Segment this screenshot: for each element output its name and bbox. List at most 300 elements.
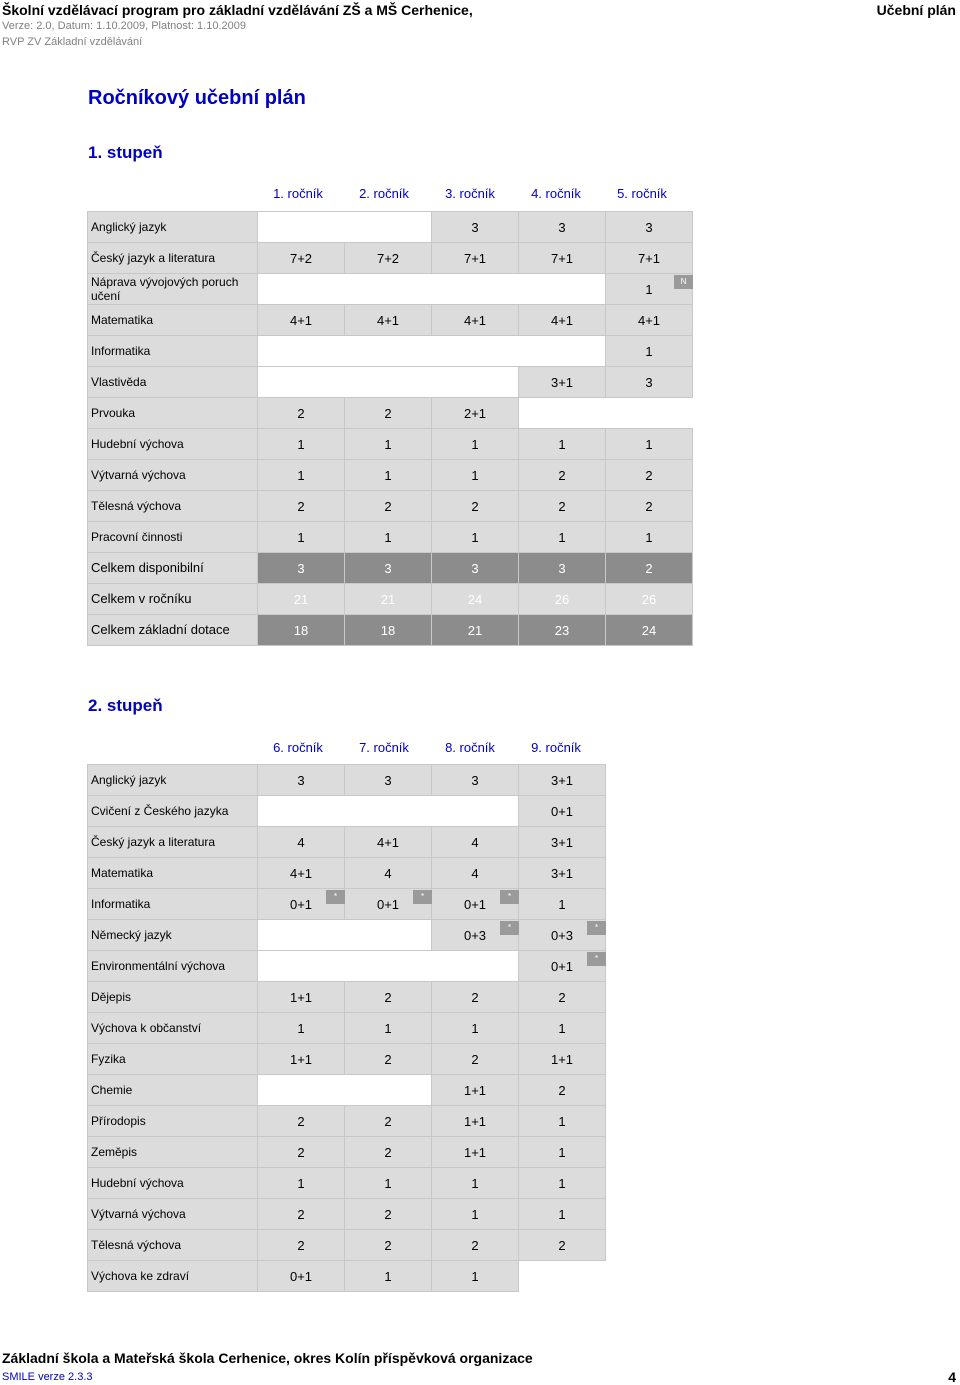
hours-value: 1 — [297, 1175, 305, 1191]
hours-cell — [519, 982, 606, 1013]
note-marker: * — [500, 890, 519, 904]
table-row — [88, 1013, 606, 1044]
totals-row — [88, 615, 693, 646]
hours-value: 2 — [297, 1206, 305, 1222]
subject-label: Pracovní činnosti — [88, 522, 258, 553]
hours-value: 1 — [384, 1268, 392, 1284]
hours-value: 1 — [558, 896, 566, 912]
hours-cell — [606, 274, 693, 305]
totals-value: 21 — [432, 615, 519, 646]
hours-value: 0+1 — [550, 803, 574, 819]
hours-cell — [432, 982, 519, 1013]
hours-value: 1+1 — [463, 1144, 487, 1160]
hours-cell — [345, 243, 432, 274]
note-marker: * — [587, 952, 606, 966]
hours-cell — [606, 429, 693, 460]
table-row — [88, 951, 606, 982]
hours-value: 2 — [471, 989, 479, 1005]
footer-version: SMILE verze 2.3.3 — [2, 1371, 93, 1383]
hours-cell — [519, 889, 606, 920]
hours-cell — [432, 429, 519, 460]
table-row — [88, 336, 693, 367]
hours-value: 0+3 — [550, 927, 574, 943]
column-header: 8. ročník — [445, 740, 495, 755]
hours-cell — [432, 522, 519, 553]
subject-label: Fyzika — [88, 1044, 258, 1075]
hours-cell — [606, 243, 693, 274]
hours-cell — [519, 212, 606, 243]
hours-cell — [606, 491, 693, 522]
hours-value: 1 — [645, 436, 653, 452]
hours-value: 7+1 — [463, 250, 487, 266]
hours-cell — [432, 212, 519, 243]
hours-cell — [606, 212, 693, 243]
subject-label: Český jazyk a literatura — [88, 827, 258, 858]
hours-cell — [345, 305, 432, 336]
hours-value: 2 — [384, 1206, 392, 1222]
table-row — [88, 1168, 606, 1199]
hours-value: 1+1 — [289, 989, 313, 1005]
hours-value: 2 — [645, 467, 653, 483]
hours-cell — [519, 367, 606, 398]
hours-cell — [432, 1075, 519, 1106]
hours-cell — [519, 243, 606, 274]
subject-label: Náprava vývojových poruch učení — [88, 274, 258, 305]
table-row — [88, 522, 693, 553]
table-row — [88, 1137, 606, 1168]
table-row — [88, 1199, 606, 1230]
hours-cell — [258, 1106, 345, 1137]
totals-value: 18 — [345, 615, 432, 646]
hours-cell — [432, 460, 519, 491]
hours-cell — [519, 1075, 606, 1106]
hours-cell — [258, 982, 345, 1013]
hours-value: 1+1 — [463, 1113, 487, 1129]
column-header: 3. ročník — [445, 186, 495, 201]
hours-value: 4 — [471, 865, 479, 881]
hours-cell — [432, 858, 519, 889]
hours-cell — [432, 765, 519, 796]
table-row — [88, 367, 693, 398]
hours-value: 2 — [297, 405, 305, 421]
table-row — [88, 212, 693, 243]
hours-value: 2 — [471, 1237, 479, 1253]
hours-cell — [519, 305, 606, 336]
stage1-title: 1. stupeň — [88, 143, 163, 162]
hours-value: 1 — [645, 529, 653, 545]
hours-value: 1 — [471, 436, 479, 452]
hours-value: 2 — [297, 498, 305, 514]
empty-cell — [258, 1075, 432, 1106]
subject-label: Tělesná výchova — [88, 491, 258, 522]
hours-cell — [258, 429, 345, 460]
hours-cell — [345, 460, 432, 491]
hours-cell — [258, 765, 345, 796]
hours-cell — [345, 858, 432, 889]
subject-label: Přírodopis — [88, 1106, 258, 1137]
column-header: 7. ročník — [359, 740, 409, 755]
hours-cell — [432, 1230, 519, 1261]
table-row — [88, 429, 693, 460]
note-marker: * — [326, 890, 345, 904]
table-row — [88, 1230, 606, 1261]
hours-value: 1+1 — [463, 1082, 487, 1098]
hours-cell — [432, 1013, 519, 1044]
hours-cell — [432, 1137, 519, 1168]
hours-value: 1 — [558, 1113, 566, 1129]
hours-value: 2 — [384, 1144, 392, 1160]
totals-value: 3 — [258, 553, 345, 584]
column-header: 6. ročník — [273, 740, 323, 755]
hours-value: 1 — [471, 1206, 479, 1222]
hours-value: 1 — [471, 1020, 479, 1036]
hours-value: 3 — [645, 374, 653, 390]
hours-value: 4 — [471, 834, 479, 850]
totals-value: 2 — [606, 553, 693, 584]
totals-value: 21 — [345, 584, 432, 615]
note-marker: * — [587, 921, 606, 935]
hours-value: 1 — [558, 529, 566, 545]
table-row — [88, 920, 606, 951]
subject-label: Anglický jazyk — [88, 765, 258, 796]
hours-cell — [258, 460, 345, 491]
hours-cell — [519, 1044, 606, 1075]
hours-value: 1 — [645, 281, 653, 297]
note-marker: * — [500, 921, 519, 935]
hours-cell — [519, 1013, 606, 1044]
hours-cell — [345, 1137, 432, 1168]
hours-value: 4+1 — [463, 312, 487, 328]
hours-value: 0+1 — [463, 896, 487, 912]
hours-value: 1 — [558, 1020, 566, 1036]
subject-label: Matematika — [88, 858, 258, 889]
empty-cell — [519, 398, 693, 429]
hours-cell — [345, 491, 432, 522]
hours-cell — [258, 1199, 345, 1230]
hours-cell — [432, 920, 519, 951]
hours-value: 7+1 — [550, 250, 574, 266]
hours-value: 7+2 — [376, 250, 400, 266]
column-header: 2. ročník — [359, 186, 409, 201]
empty-cell — [258, 920, 432, 951]
subject-label: Informatika — [88, 336, 258, 367]
totals-value: 24 — [432, 584, 519, 615]
totals-value: 3 — [432, 553, 519, 584]
totals-value: 24 — [606, 615, 693, 646]
hours-cell — [606, 522, 693, 553]
totals-row — [88, 584, 693, 615]
hours-value: 1 — [558, 1206, 566, 1222]
totals-value: 3 — [345, 553, 432, 584]
column-header: 9. ročník — [531, 740, 581, 755]
subject-label: Dějepis — [88, 982, 258, 1013]
hours-cell — [432, 243, 519, 274]
hours-cell — [258, 1168, 345, 1199]
hours-cell — [432, 1106, 519, 1137]
hours-cell — [258, 889, 345, 920]
hours-cell — [258, 305, 345, 336]
hours-cell — [432, 1168, 519, 1199]
hours-cell — [606, 460, 693, 491]
table-row — [88, 1044, 606, 1075]
hours-value: 1 — [471, 1175, 479, 1191]
totals-value: 3 — [519, 553, 606, 584]
subject-label: Matematika — [88, 305, 258, 336]
stage2-table — [87, 764, 606, 1292]
hours-cell — [345, 889, 432, 920]
hours-cell — [258, 827, 345, 858]
hours-value: 2 — [297, 1237, 305, 1253]
hours-value: 3 — [471, 219, 479, 235]
hours-value: 1 — [645, 343, 653, 359]
hours-cell — [432, 305, 519, 336]
totals-label: Celkem v ročníku — [88, 584, 258, 615]
hours-value: 2 — [558, 1237, 566, 1253]
table-row — [88, 1075, 606, 1106]
hours-cell — [345, 1044, 432, 1075]
hours-value: 4+1 — [376, 834, 400, 850]
hours-value: 1 — [297, 436, 305, 452]
hours-value: 0+1 — [376, 896, 400, 912]
subject-label: Výchova k občanství — [88, 1013, 258, 1044]
hours-cell — [519, 1168, 606, 1199]
hours-cell — [345, 765, 432, 796]
hours-cell — [519, 460, 606, 491]
hours-value: 1 — [558, 1175, 566, 1191]
footer-organization: Základní škola a Mateřská škola Cerhenice, okres Kolín příspěvková organizace — [2, 1350, 533, 1366]
column-header: 5. ročník — [617, 186, 667, 201]
subject-label: Německý jazyk — [88, 920, 258, 951]
totals-label: Celkem disponibilní — [88, 553, 258, 584]
hours-value: 1 — [384, 436, 392, 452]
hours-value: 1 — [558, 1144, 566, 1160]
hours-cell — [519, 796, 606, 827]
table-row — [88, 460, 693, 491]
hours-value: 1 — [297, 1020, 305, 1036]
hours-cell — [345, 1199, 432, 1230]
hours-value: 4+1 — [550, 312, 574, 328]
hours-cell — [345, 522, 432, 553]
hours-cell — [432, 1044, 519, 1075]
stage2-title: 2. stupeň — [88, 696, 163, 715]
hours-cell — [432, 1261, 519, 1292]
hours-cell — [258, 491, 345, 522]
hours-value: 1+1 — [289, 1051, 313, 1067]
subject-label: Anglický jazyk — [88, 212, 258, 243]
hours-cell — [519, 858, 606, 889]
totals-label: Celkem základní dotace — [88, 615, 258, 646]
subject-label: Environmentální výchova — [88, 951, 258, 982]
hours-value: 3 — [558, 219, 566, 235]
hours-value: 0+1 — [289, 896, 313, 912]
totals-value: 26 — [606, 584, 693, 615]
hours-value: 2 — [471, 498, 479, 514]
table-row — [88, 398, 693, 429]
table-row — [88, 765, 606, 796]
empty-cell — [258, 796, 519, 827]
hours-cell — [519, 827, 606, 858]
hours-value: 0+3 — [463, 927, 487, 943]
hours-cell — [432, 398, 519, 429]
subject-label: Český jazyk a literatura — [88, 243, 258, 274]
hours-cell — [345, 1168, 432, 1199]
hours-value: 0+1 — [550, 958, 574, 974]
column-header: 4. ročník — [531, 186, 581, 201]
table-row — [88, 982, 606, 1013]
hours-cell — [519, 522, 606, 553]
hours-value: 2 — [558, 989, 566, 1005]
hours-value: 1+1 — [550, 1051, 574, 1067]
empty-cell — [258, 274, 606, 305]
empty-cell — [258, 336, 606, 367]
hours-value: 2 — [297, 1113, 305, 1129]
hours-cell — [258, 1261, 345, 1292]
subject-label: Tělesná výchova — [88, 1230, 258, 1261]
hours-cell — [519, 491, 606, 522]
hours-cell — [345, 827, 432, 858]
hours-cell — [519, 1106, 606, 1137]
hours-cell — [519, 1230, 606, 1261]
note-marker: * — [413, 890, 432, 904]
hours-cell — [258, 398, 345, 429]
hours-cell — [432, 1199, 519, 1230]
hours-value: 3+1 — [550, 865, 574, 881]
hours-value: 4 — [297, 834, 305, 850]
subject-label: Zeměpis — [88, 1137, 258, 1168]
hours-value: 1 — [384, 529, 392, 545]
hours-value: 1 — [297, 467, 305, 483]
hours-value: 2 — [384, 1237, 392, 1253]
hours-cell — [519, 1199, 606, 1230]
hours-value: 1 — [384, 467, 392, 483]
hours-value: 3 — [384, 772, 392, 788]
hours-cell — [519, 765, 606, 796]
hours-value: 2 — [384, 989, 392, 1005]
hours-value: 1 — [384, 1020, 392, 1036]
hours-cell — [606, 305, 693, 336]
stage1-table — [87, 211, 693, 646]
empty-cell — [519, 1261, 606, 1292]
hours-cell — [519, 1137, 606, 1168]
hours-value: 2 — [384, 1051, 392, 1067]
hours-value: 2 — [558, 498, 566, 514]
hours-value: 2 — [384, 498, 392, 514]
table-row — [88, 858, 606, 889]
hours-value: 1 — [471, 1268, 479, 1284]
totals-value: 18 — [258, 615, 345, 646]
totals-value: 21 — [258, 584, 345, 615]
hours-value: 0+1 — [289, 1268, 313, 1284]
hours-cell — [258, 1044, 345, 1075]
hours-value: 4+1 — [637, 312, 661, 328]
totals-value: 23 — [519, 615, 606, 646]
hours-value: 2 — [558, 467, 566, 483]
hours-value: 1 — [297, 529, 305, 545]
hours-cell — [345, 1261, 432, 1292]
hours-cell — [345, 982, 432, 1013]
totals-row — [88, 553, 693, 584]
table-row — [88, 243, 693, 274]
hours-cell — [606, 336, 693, 367]
hours-cell — [345, 1106, 432, 1137]
hours-cell — [519, 951, 606, 982]
hours-cell — [258, 1230, 345, 1261]
subject-label: Cvičení z Českého jazyka — [88, 796, 258, 827]
subject-label: Hudební výchova — [88, 429, 258, 460]
subject-label: Chemie — [88, 1075, 258, 1106]
table-row — [88, 889, 606, 920]
hours-value: 1 — [471, 467, 479, 483]
hours-value: 2 — [384, 405, 392, 421]
document-header-title: Školní vzdělávací program pro základní vzdělávání ZŠ a MŠ Cerhenice, — [2, 2, 473, 18]
subject-label: Výchova ke zdraví — [88, 1261, 258, 1292]
table-row — [88, 1106, 606, 1137]
subject-label: Hudební výchova — [88, 1168, 258, 1199]
hours-cell — [432, 827, 519, 858]
hours-value: 7+2 — [289, 250, 313, 266]
hours-value: 4+1 — [376, 312, 400, 328]
hours-value: 3 — [645, 219, 653, 235]
hours-value: 3 — [471, 772, 479, 788]
subject-label: Vlastivěda — [88, 367, 258, 398]
note-marker: N — [674, 275, 693, 289]
section-title: Učební plán — [876, 2, 956, 18]
hours-cell — [258, 1013, 345, 1044]
hours-cell — [432, 491, 519, 522]
hours-value: 2 — [384, 1113, 392, 1129]
table-row — [88, 305, 693, 336]
hours-cell — [606, 367, 693, 398]
empty-cell — [258, 367, 519, 398]
subject-label: Informatika — [88, 889, 258, 920]
column-header: 1. ročník — [273, 186, 323, 201]
hours-value: 2 — [471, 1051, 479, 1067]
version-line: Verze: 2.0, Datum: 1.10.2009, Platnost: 1.10.2009 — [2, 20, 246, 32]
hours-value: 4+1 — [289, 865, 313, 881]
hours-cell — [345, 1230, 432, 1261]
hours-cell — [432, 889, 519, 920]
hours-value: 3 — [297, 772, 305, 788]
table-row — [88, 491, 693, 522]
hours-cell — [345, 1013, 432, 1044]
hours-cell — [258, 1137, 345, 1168]
hours-value: 2 — [297, 1144, 305, 1160]
hours-value: 3+1 — [550, 374, 574, 390]
rvp-line: RVP ZV Základní vzdělávání — [2, 36, 143, 48]
hours-cell — [345, 398, 432, 429]
hours-value: 7+1 — [637, 250, 661, 266]
hours-cell — [519, 920, 606, 951]
empty-cell — [258, 212, 432, 243]
subject-label: Výtvarná výchova — [88, 1199, 258, 1230]
hours-cell — [258, 243, 345, 274]
page-number: 4 — [948, 1369, 956, 1385]
subject-label: Prvouka — [88, 398, 258, 429]
hours-value: 4 — [384, 865, 392, 881]
hours-value: 4+1 — [289, 312, 313, 328]
hours-value: 3+1 — [550, 772, 574, 788]
hours-value: 2 — [645, 498, 653, 514]
table-row — [88, 796, 606, 827]
hours-cell — [345, 429, 432, 460]
totals-value: 26 — [519, 584, 606, 615]
hours-cell — [258, 522, 345, 553]
hours-value: 1 — [471, 529, 479, 545]
empty-cell — [258, 951, 519, 982]
hours-value: 1 — [558, 436, 566, 452]
hours-cell — [258, 858, 345, 889]
table-row — [88, 827, 606, 858]
